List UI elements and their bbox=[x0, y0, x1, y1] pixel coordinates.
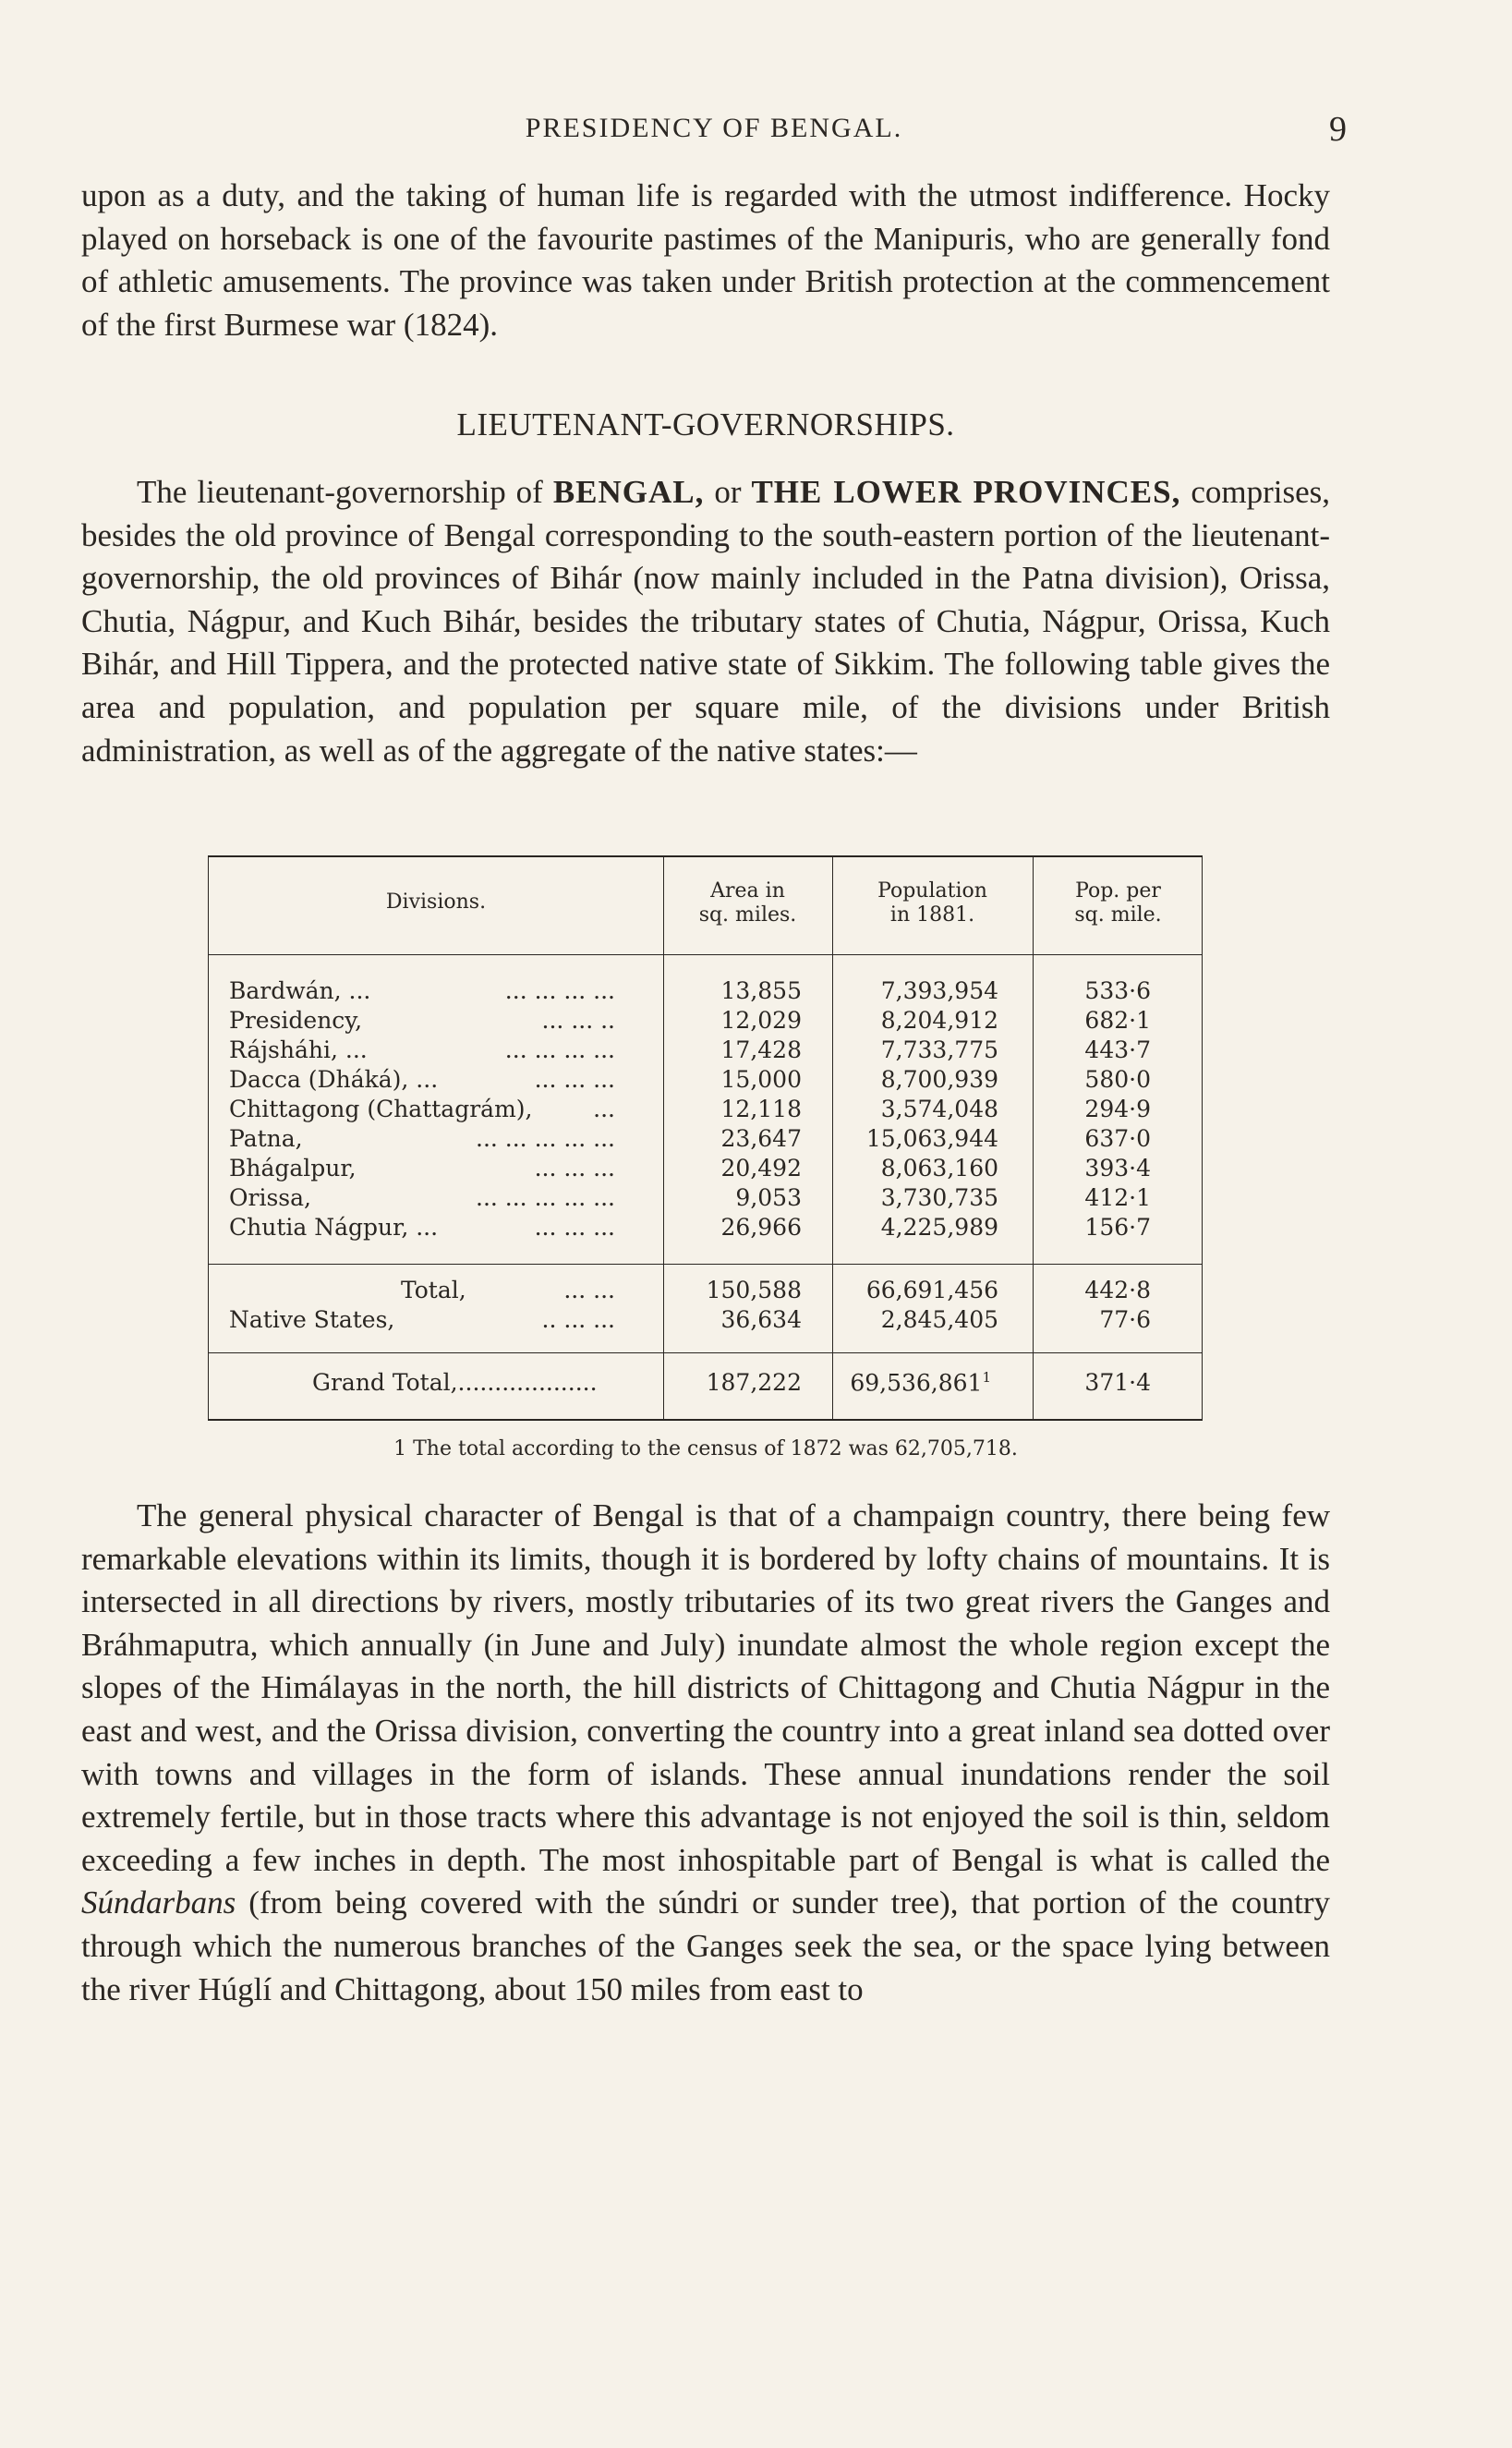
section-heading: LIEUTENANT-GOVERNORSHIPS. bbox=[456, 406, 955, 442]
term-lower-provinces: THE LOWER PROVINCES, bbox=[751, 474, 1181, 510]
header-density: Pop. per sq. mile. bbox=[1074, 879, 1162, 927]
header-population: Population in 1881. bbox=[877, 879, 987, 927]
table-row: Chittagong (Chattagrám), ... 12,118 3,574,048 294·9 bbox=[229, 1096, 1151, 1122]
paragraph-physical-character: The general physical character of Bengal is that of a champaign country, there being few remarkable elevations within its limits, though it is bordered by lofty chains of mountains. It is intersected in all directions by rivers, mostly tributaries of its two great rivers the Ganges and Bráhmaputra, which annually (in June and July) inundate almost the whole region except the slopes of the Himálayas in the north, the hill districts of Chittagong and Chutia Nágpur in the east and west, and the Orissa division, converting the country into a great inland sea dotted over with towns and villages in the form of islands. These annual inundations render the soil extremely fertile, but in those tracts where this advantage is not enjoyed the soil is thin, seldom exceeding a few inches in depth. The most inhospitable part of Bengal is what is called the Súndarbans (from being covered with the súndri or sunder tree), that portion of the country through which the numerous branches of the Ganges seek the sea, or the space lying between the river Húglí and Chittagong, about 150 miles from east to bbox=[81, 1497, 1330, 2007]
table-row: Bardwán, ... ... ... ... ... 13,855 7,393,954 533·6 bbox=[229, 977, 1151, 1004]
footnote: 1 The total according to the census of 1872 was 62,705,718. bbox=[393, 1437, 1018, 1460]
table-row: Rájsháhi, ... ... ... ... ... 17,428 7,733,775 443·7 bbox=[229, 1036, 1151, 1063]
paragraph-bengal-intro: The lieutenant-governorship of BENGAL, or THE LOWER PROVINCES, comprises, besides the old province of Bengal corresponding to the south-eastern portion of the lieutenant-governorship, the old provinces of Bihár (now mainly included in the Patna division), Orissa, Chutia, Nágpur, and Kuch Bihár, besides the tributary states of Chutia, Nágpur, Orissa, Kuch Bihár, and Hill Tippera, and the protected native state of Sikkim. The following table gives the area and population, and population per square mile, of the divisions under British administration, as well as of the aggregate of the native states:— bbox=[81, 474, 1330, 769]
subtotal-rule bbox=[209, 1264, 1202, 1265]
term-sundarbans: Súndarbans bbox=[81, 1884, 236, 1921]
page-number: 9 bbox=[1329, 110, 1347, 149]
header-rule bbox=[209, 954, 1202, 955]
header-area: Area in sq. miles. bbox=[698, 879, 797, 927]
running-head bbox=[81, 109, 1347, 150]
paragraph-manipur bbox=[81, 175, 1330, 346]
table-row: Dacca (Dháká), ... ... ... ... 15,000 8,700,939 580·0 bbox=[229, 1066, 1151, 1093]
term-bengal: BENGAL, bbox=[552, 474, 705, 510]
table-row: Presidency, ... ... .. 12,029 8,204,912 682·1 bbox=[229, 1007, 1151, 1034]
table-row: Orissa, ... ... ... ... ... 9,053 3,730,735 412·1 bbox=[229, 1184, 1151, 1211]
header-divisions: Divisions. bbox=[385, 891, 487, 914]
footnote-marker: 1 bbox=[982, 1369, 991, 1386]
table-row: Patna, ... ... ... ... ... 23,647 15,063,944 637·0 bbox=[229, 1125, 1151, 1152]
native-states-row: Native States, .. ... ... 36,634 2,845,405 77·6 bbox=[229, 1306, 1151, 1333]
divisions-table bbox=[208, 855, 1203, 1421]
grand-total-row: Grand Total,................... 187,222 69,536,861$^1$ 371·4 bbox=[312, 1369, 1151, 1397]
total-row: Total, ... ... 150,588 66,691,456 442·8 bbox=[401, 1277, 1151, 1303]
paragraph-text: upon as a duty, and the taking of human life is regarded with the utmost indifference. Hocky played on horseback is one of the favourite pastimes of the Manipuris, who are generally fond of athletic amusements. The province was taken under British protection at the commencement of the first Burmese war (1824). bbox=[81, 177, 1330, 343]
table-row: Bhágalpur, ... ... ... 20,492 8,063,160 393·4 bbox=[229, 1155, 1151, 1182]
table-row: Chutia Nágpur, ... ... ... ... 26,966 4,225,989 156·7 bbox=[229, 1214, 1151, 1241]
grand-total-rule bbox=[209, 1352, 1202, 1353]
running-head-title: PRESIDENCY OF BENGAL. bbox=[525, 113, 903, 143]
